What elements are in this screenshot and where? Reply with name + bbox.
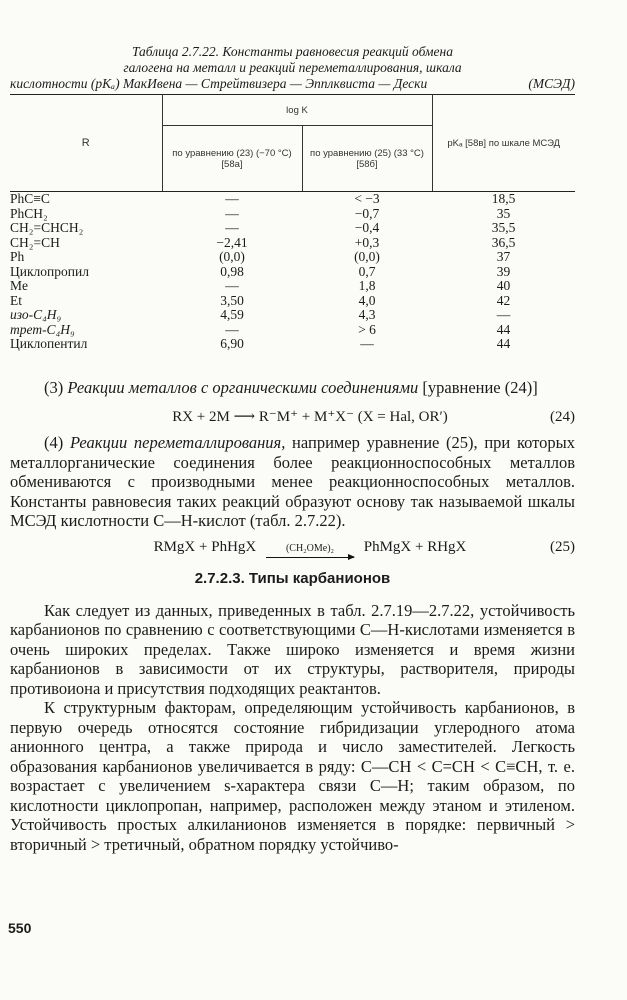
cell-k23: 3,50 xyxy=(220,292,244,308)
cell-pka: 40 xyxy=(496,278,511,293)
page xyxy=(10,44,575,854)
cell-k23: — xyxy=(225,220,239,235)
equation-25-condition: (CH₂OMe)₂ xyxy=(285,542,335,554)
cell-pka: 35,5 xyxy=(491,220,516,235)
table-row xyxy=(10,323,575,338)
equilibrium-constants-table xyxy=(10,94,575,352)
paragraph-3-title: Реакции металлов с органическими соединениями xyxy=(67,377,419,397)
equation-25 xyxy=(10,537,575,558)
table-row xyxy=(10,192,575,207)
cell-k25: > 6 xyxy=(358,321,376,337)
cell-pka: 42 xyxy=(496,292,511,308)
equation-25-formula xyxy=(10,537,550,558)
equation-24-number: (24) xyxy=(550,409,575,425)
cell-k25: 0,7 xyxy=(358,263,376,279)
cell-k23: 6,90 xyxy=(220,336,244,351)
table-caption-line-3 xyxy=(10,76,575,92)
cell-pka: 44 xyxy=(496,321,511,337)
paragraph-3-text: [уравнение (24)] xyxy=(418,377,538,397)
table-row xyxy=(10,308,575,323)
cell-k25: 4,3 xyxy=(358,307,376,322)
cell-k23: 0,98 xyxy=(220,263,244,279)
cell-k23: 4,59 xyxy=(220,307,244,322)
cell-k25: (0,0) xyxy=(354,249,380,264)
paragraph-4-title: Реакции переметаллирования, xyxy=(69,433,286,452)
cell-r: Me xyxy=(10,278,28,293)
page-number: 550 xyxy=(8,920,32,936)
cell-pka: — xyxy=(496,307,511,322)
cell-k25: −0,4 xyxy=(354,220,380,235)
paragraph-3 xyxy=(10,378,575,398)
reaction-arrow-icon xyxy=(266,557,354,558)
cell-r: CH₂=CHCH₂ xyxy=(10,220,84,235)
paragraph-5: Как следует из данных, приведенных в табл. 2.7.19—2.7.22, устойчивость карбанионов по сравнению с соответствующими С—Н-кислотами изменяется в очень широких пределах. Также широко изменяется и время жизни карбанионов в зависимости от их структуры, растворителя, природы противоиона и присутствия подходящих реактантов. xyxy=(10,600,575,698)
cell-r: изо-C₄H₉ xyxy=(10,307,62,322)
table-row xyxy=(10,279,575,294)
equation-25-left: RMgX + PhHgX xyxy=(153,538,257,555)
header-eq23: по уравнению (23) (−70 °С) [58а] xyxy=(162,126,302,192)
cell-r: Ph xyxy=(10,249,25,264)
section-title: 2.7.2.3. Типы карбанионов xyxy=(194,569,391,587)
table-caption-line-3-left: кислотности (pKₐ) МакИвена — Стрейтвизера — Эпплквиста — Дески xyxy=(10,76,428,91)
cell-pka: 37 xyxy=(496,249,511,264)
cell-r: PhC≡C xyxy=(10,191,50,206)
cell-k25: +0,3 xyxy=(354,234,380,250)
cell-k25: 1,8 xyxy=(358,278,376,293)
equation-25-number: (25) xyxy=(550,538,575,555)
table-caption-line-3-right: (МСЭД) xyxy=(528,76,575,91)
paragraph-4 xyxy=(10,433,575,531)
equation-24-formula: RX + 2M ⟶ R⁻M⁺ + M⁺X⁻ (X = Hal, OR′) xyxy=(172,409,448,425)
table-caption-line-1: Таблица 2.7.22. Константы равновесия реакций обмена xyxy=(132,44,453,59)
cell-r: PhCH₂ xyxy=(10,205,48,221)
table-row xyxy=(10,294,575,309)
table-caption-line-2: галогена на металл и реакций переметаллирования, шкала xyxy=(123,60,462,75)
cell-pka: 44 xyxy=(496,336,511,351)
cell-k25: 4,0 xyxy=(358,292,376,308)
cell-r: Циклопропил xyxy=(10,263,89,279)
header-pka: pKₐ [58в] по шкале МСЭД xyxy=(432,95,575,192)
cell-r: CH₂=CH xyxy=(10,234,60,250)
paragraph-3-number: (3) xyxy=(44,377,68,397)
equation-25-arrow xyxy=(266,544,354,558)
cell-r: трет-C₄H₉ xyxy=(10,321,75,337)
equation-24 xyxy=(10,407,575,427)
cell-k25: −0,7 xyxy=(354,205,380,221)
header-eq25: по уравнению (25) (33 °С) [58б] xyxy=(302,126,432,192)
cell-pka: 18,5 xyxy=(491,191,516,206)
header-log-k: log K xyxy=(162,95,432,126)
paragraph-4-text: например уравнение (25), при которых металлорганические соединения более реакционноспособных металлов обмениваются с производными менее реакционноспособных металлов. Константы равновесия таких реакций образуют основу так называемой шкалы МСЭД кислотности С—Н-кислот (табл. 2.7.22). xyxy=(10,433,575,530)
cell-k25: < −3 xyxy=(354,191,380,206)
header-r: R xyxy=(10,95,162,192)
paragraph-4-number: (4) xyxy=(44,433,70,452)
cell-pka: 35 xyxy=(496,205,511,221)
table-row xyxy=(10,236,575,251)
cell-k23: — xyxy=(225,278,239,293)
table-row xyxy=(10,265,575,280)
cell-k23: — xyxy=(225,191,239,206)
table-row xyxy=(10,250,575,265)
table-row xyxy=(10,221,575,236)
cell-k23: — xyxy=(225,205,239,221)
table-row xyxy=(10,207,575,222)
table-row xyxy=(10,337,575,352)
cell-k25: — xyxy=(360,336,374,351)
paragraph-6: К структурным факторам, определяющим устойчивость карбанионов, в первую очередь относятся состояние гибридизации углеродного атома анионного центра, а также природа и число заместителей. Легкость образования карбанионов увеличивается в ряду: С—СН < С=СН < С≡СН, т. е. возрастает с увеличением s-характера связи С—Н; таким образом, по кислотности циклопропан, например, расположен между этаном и этиленом. Устойчивость простых алкиланионов изменяется в порядке: первичный > вторичный > третичный, обратном порядку устойчиво- xyxy=(10,698,575,854)
cell-k23: — xyxy=(225,321,239,337)
cell-k23: (0,0) xyxy=(219,249,245,264)
cell-k23: −2,41 xyxy=(216,234,248,250)
cell-r: Et xyxy=(10,292,22,308)
equation-25-right: PhMgX + RHgX xyxy=(363,538,467,555)
cell-pka: 39 xyxy=(496,263,511,279)
cell-r: Циклопентил xyxy=(10,336,88,351)
cell-pka: 36,5 xyxy=(491,234,516,250)
